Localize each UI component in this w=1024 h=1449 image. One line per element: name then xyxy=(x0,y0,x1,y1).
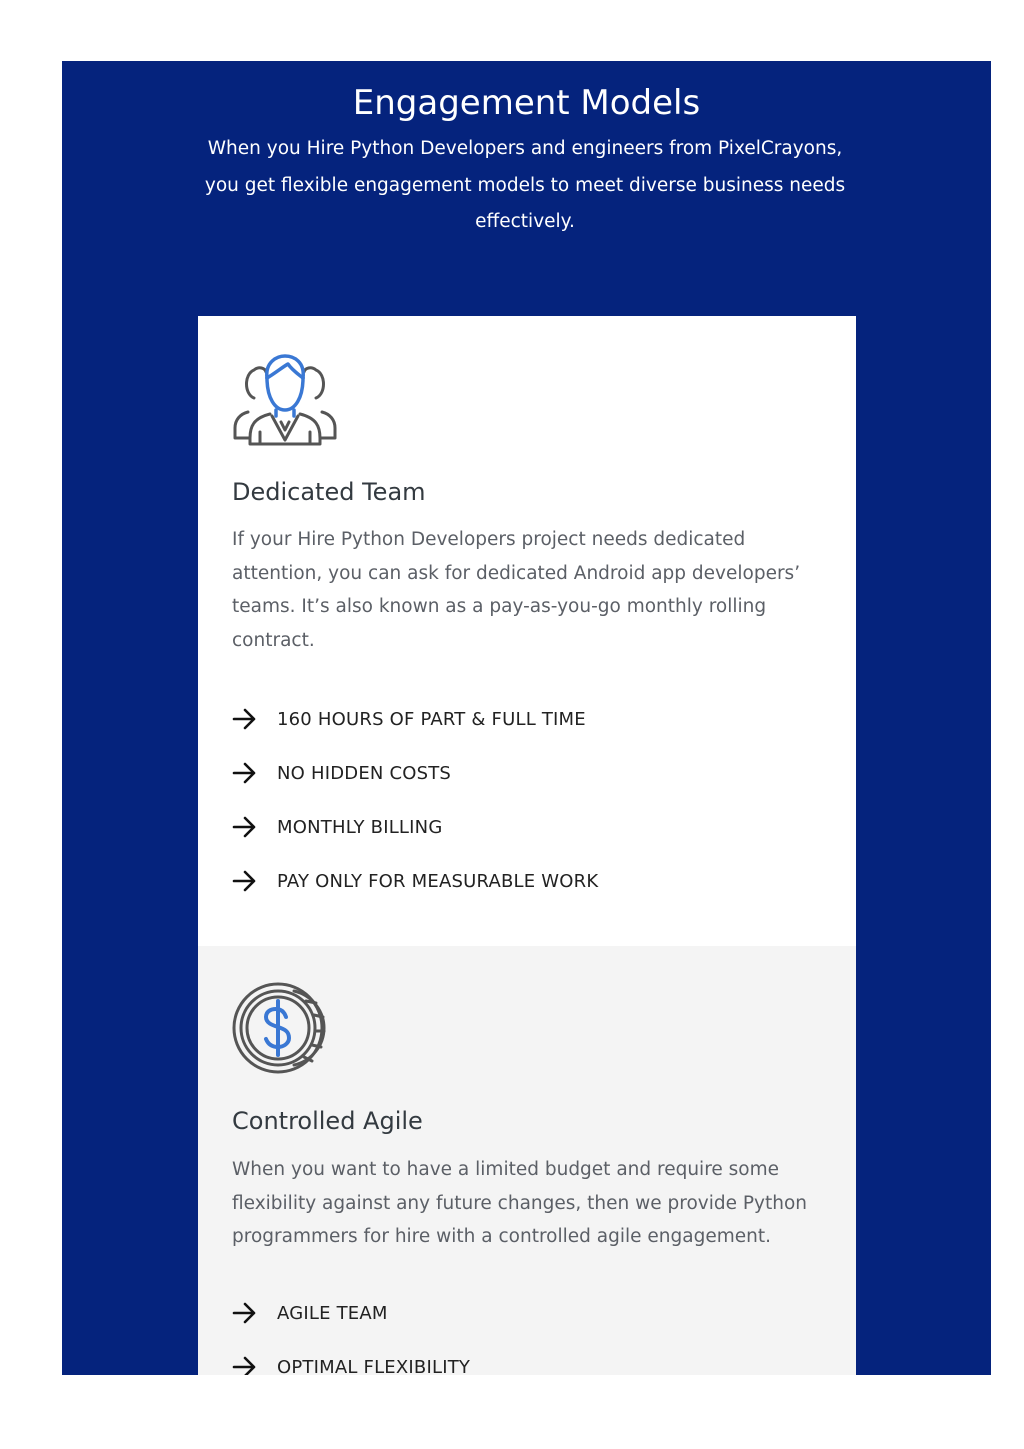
dedicated-team-card xyxy=(198,316,856,946)
arrow-right-icon xyxy=(232,870,258,892)
arrow-right-icon xyxy=(232,762,258,784)
feature-label: OPTIMAL FLEXIBILITY xyxy=(277,1356,471,1375)
card-title: Controlled Agile xyxy=(232,1107,423,1135)
feature-item xyxy=(232,692,598,746)
team-icon xyxy=(232,352,338,448)
feature-list xyxy=(232,1286,470,1375)
controlled-agile-card xyxy=(198,946,856,1375)
arrow-right-icon xyxy=(232,708,258,730)
card-description: If your Hire Python Developers project needs dedicated attention, you can ask for dedicated Android app developers’ teams. It’s also known as a pay-as-you-go monthly rolling contract. xyxy=(232,529,801,651)
feature-item xyxy=(232,1340,470,1375)
feature-label: PAY ONLY FOR MEASURABLE WORK xyxy=(277,870,599,892)
feature-item xyxy=(232,800,598,854)
dollar-coin-icon xyxy=(232,981,328,1077)
section-description: When you Hire Python Developers and engineers from PixelCrayons, you get flexible engagement models to meet diverse business needs effectively. xyxy=(204,138,846,232)
feature-item xyxy=(232,746,598,800)
card-title: Dedicated Team xyxy=(232,478,426,506)
engagement-models-section xyxy=(62,61,991,1375)
feature-item xyxy=(232,1286,470,1340)
arrow-right-icon xyxy=(232,816,258,838)
feature-list xyxy=(232,692,598,908)
feature-label: AGILE TEAM xyxy=(277,1302,388,1324)
arrow-right-icon xyxy=(232,1356,258,1375)
feature-item xyxy=(232,854,598,908)
card-description: When you want to have a limited budget and require some flexibility against any future changes, then we provide Python programmers for hire with a controlled agile engagement. xyxy=(232,1159,807,1248)
section-title: Engagement Models xyxy=(352,83,701,123)
arrow-right-icon xyxy=(232,1302,258,1324)
feature-label: 160 HOURS OF PART & FULL TIME xyxy=(277,708,586,730)
feature-label: NO HIDDEN COSTS xyxy=(277,762,452,784)
feature-label: MONTHLY BILLING xyxy=(277,816,443,838)
